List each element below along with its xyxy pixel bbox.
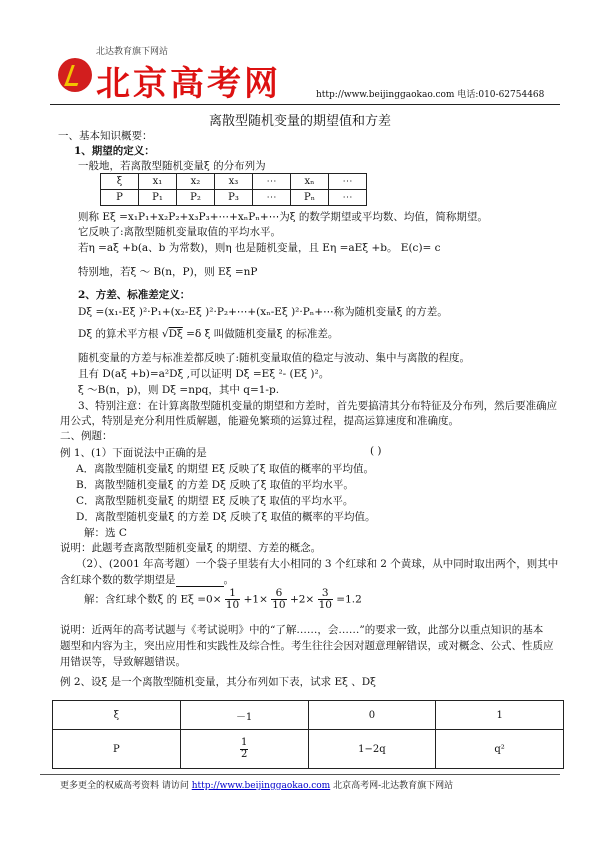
table-cell: x₃ — [215, 174, 253, 190]
table-cell: －1 — [180, 701, 308, 730]
denominator: 10 — [318, 599, 332, 612]
table-cell: 1 — [436, 701, 564, 730]
table-cell: P₁ — [139, 190, 177, 206]
text-line: （2）、(2001 年高考题）一个袋子里装有大小相同的 3 个红球和 2 个黄球，从中同时取出两个，则其中 — [76, 558, 559, 570]
table-cell: ⋯ — [253, 190, 291, 206]
answer-blank — [176, 576, 224, 587]
solution-line — [84, 588, 362, 611]
option-c: C．离散型随机变量ξ 的期望 Eξ 反映了ξ 取值的平均水平。 — [76, 495, 354, 507]
fraction — [271, 588, 286, 611]
text-line — [60, 572, 234, 587]
text-line: 用公式，特别是充分利用性质解题，能避免繁琐的运算过程，提高运算速度和准确度。 — [60, 415, 459, 427]
std-line — [78, 326, 338, 341]
option-b: B．离散型随机变量ξ 的方差 Dξ 反映了ξ 取值的平均水平。 — [76, 479, 354, 491]
table-cell — [180, 730, 308, 769]
table-cell: ⋯ — [329, 174, 367, 190]
text-span: =1.2 — [336, 593, 362, 606]
table-cell: 1−2q — [308, 730, 436, 769]
logo-tagline: 北达教育旗下网站 — [96, 47, 169, 57]
numerator: 3 — [318, 588, 333, 600]
table-row — [101, 190, 367, 206]
text-line: 若η =aξ +b(a、b 为常数)，则η 也是随机变量，且 Eη =aEξ +b。 E(c)= c — [78, 242, 441, 254]
text-line: ξ ～B(n，p)，则 Dξ =npq，其中 q=1-p. — [78, 384, 280, 396]
sqrt-radicand: Dξ — [168, 328, 183, 340]
section-heading: 一、基本知识概要： — [58, 130, 153, 142]
table-cell: P — [53, 730, 181, 769]
table-cell: x₁ — [139, 174, 177, 190]
sqrt-expression: √Dξ — [161, 328, 183, 340]
footer-divider — [40, 774, 560, 775]
footer-text: 北京高考网-北达教育旗下网站 — [330, 781, 454, 791]
table-cell: 0 — [308, 701, 436, 730]
table-cell: P₂ — [177, 190, 215, 206]
table-cell: x₂ — [177, 174, 215, 190]
example-2: 例 2、设ξ 是一个离散型随机变量，其分布列如下表，试求 Eξ 、Dξ — [60, 676, 376, 688]
option-d: D．离散型随机变量ξ 的方差 Dξ 反映了ξ 取值的概率的平均值。 — [76, 511, 376, 523]
text-span: +1× — [243, 593, 268, 606]
table-row — [53, 701, 564, 730]
fraction — [240, 738, 248, 760]
text-line: 且有 D(aξ +b)=a²Dξ ,可以证明 Dξ =Eξ ²- (Eξ )²。 — [78, 368, 330, 380]
logo-title: 北京高考网 — [96, 64, 281, 104]
denominator: 2 — [240, 748, 248, 760]
numerator: 6 — [271, 588, 286, 600]
example-1: 例 1、(1）下面说法中正确的是 — [60, 447, 207, 459]
fraction — [318, 588, 333, 611]
subsection-heading: 2、方差、标准差定义： — [78, 289, 191, 301]
subsection-heading: 1、期望的定义： — [74, 145, 155, 157]
note-text: 说明：近两年的高考试题与《考试说明》中的“了解……，会……”的要求一致，此部分以重点知识的基本 — [60, 624, 544, 636]
fraction — [225, 588, 240, 611]
text-line: 它反映了:离散型随机变量取值的平均水平。 — [78, 226, 282, 238]
option-a: A．离散型随机变量ξ 的期望 Eξ 反映了ξ 取值的概率的平均值。 — [76, 463, 374, 475]
numerator: 1 — [240, 737, 248, 748]
table-cell: Pₙ — [291, 190, 329, 206]
footer — [60, 778, 453, 791]
text-span: 含红球个数的数学期望是 — [60, 574, 176, 586]
table-cell: xₙ — [291, 174, 329, 190]
header-contact: http://www.beijinggaokao.com 电话:010-62754468 — [316, 90, 545, 100]
table-cell: ⋯ — [253, 174, 291, 190]
distribution-table-2 — [52, 700, 564, 769]
table-row — [53, 730, 564, 769]
table-cell: P — [101, 190, 139, 206]
answer-paren: ( ) — [370, 445, 382, 457]
text-line: 则称 Eξ =x₁P₁+x₂P₂+x₃P₃+⋯+xₙPₙ+⋯为ξ 的数学期望或平均数、均值，简称期望。 — [78, 211, 488, 223]
text-span: =δ ξ 叫做随机变量ξ 的标准差。 — [186, 328, 339, 340]
text-line: 3、特别注意：在计算离散型随机变量的期望和方差时，首先要搞清其分布特征及分布列，然后要准确应 — [78, 400, 558, 412]
text-line: Dξ =(x₁-Eξ )²·P₁+(x₂-Eξ )²·P₂+⋯+(xₙ-Eξ )²·Pₙ+⋯称为随机变量ξ 的方差。 — [78, 306, 448, 318]
denominator: 10 — [272, 599, 286, 612]
logo-emblem — [58, 58, 92, 92]
table-cell: ξ — [101, 174, 139, 190]
note-text: 题型和内容为主，突出应用性和实践性及综合性。考生往往会因对题意理解错误，或对概念、公式、性质应 — [60, 640, 554, 652]
text-line: 随机变量的方差与标准差都反映了:随机变量取值的稳定与波动、集中与离散的程度。 — [78, 352, 471, 364]
text-span: 解：含红球个数ξ 的 Eξ =0× — [84, 593, 222, 606]
distribution-table — [100, 173, 367, 206]
table-cell: P₃ — [215, 190, 253, 206]
table-cell: ⋯ — [329, 190, 367, 206]
note-text: 说明：此题考查离散型随机变量ξ 的期望、方差的概念。 — [60, 542, 322, 554]
footer-link[interactable]: http://www.beijinggaokao.com — [191, 781, 331, 791]
table-row — [101, 174, 367, 190]
footer-text: 更多更全的权威高考资料 请访问 — [60, 781, 192, 791]
denominator: 10 — [225, 599, 240, 612]
header-divider — [50, 104, 560, 105]
text-span: +2× — [289, 593, 315, 606]
numerator: 1 — [225, 588, 240, 600]
text-line: 一般地，若离散型随机变量ξ 的分布列为 — [78, 160, 266, 172]
section-heading: 二、例题： — [60, 430, 113, 442]
answer-text: 解：选 C — [84, 527, 127, 539]
note-text: 用错误等，导致解题错误。 — [60, 656, 186, 668]
text-span: Dξ 的算术平方根 — [78, 328, 159, 340]
table-cell: q² — [436, 730, 564, 769]
page-title: 离散型随机变量的期望值和方差 — [208, 114, 391, 129]
table-cell: ξ — [53, 701, 181, 730]
text-line: 特别地，若ξ ～ B(n，P)，则 Eξ =nP — [78, 266, 258, 278]
text-span: 。 — [223, 574, 234, 586]
